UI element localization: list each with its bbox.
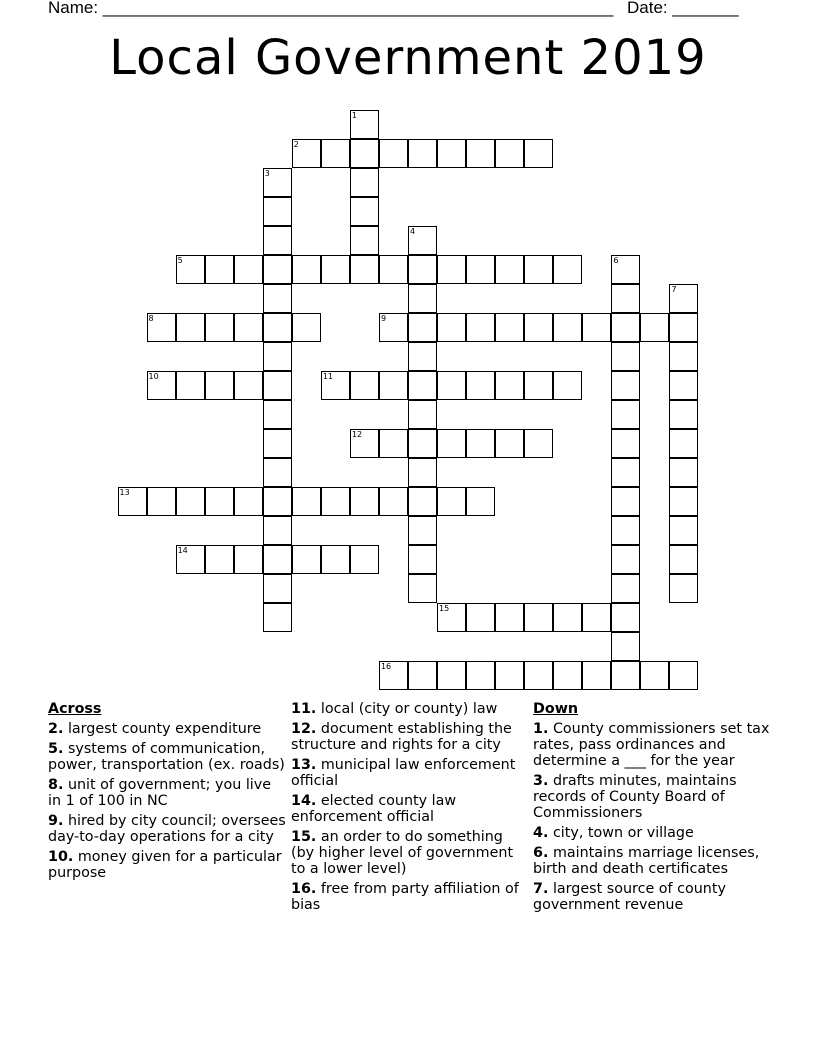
clue-text: largest source of county government revenue <box>533 881 726 913</box>
clue-number: 6. <box>533 845 549 861</box>
grid-cell[interactable] <box>350 139 379 168</box>
grid-cell[interactable] <box>611 255 640 284</box>
grid-cell[interactable] <box>321 371 350 400</box>
clue-number: 4 <box>410 226 416 236</box>
grid-cell[interactable] <box>263 197 292 226</box>
grid-cell[interactable] <box>495 661 524 690</box>
clue-number: 5. <box>48 741 64 757</box>
grid-cell[interactable] <box>669 516 698 545</box>
clue-text: largest county expenditure <box>67 721 262 737</box>
grid-cell[interactable] <box>408 545 437 574</box>
grid-cell[interactable] <box>437 255 466 284</box>
grid-cell[interactable] <box>437 429 466 458</box>
grid-cell[interactable] <box>524 313 553 342</box>
clue-number: 10. <box>48 849 74 865</box>
grid-cell[interactable] <box>321 255 350 284</box>
grid-cell[interactable] <box>292 139 321 168</box>
grid-cell[interactable] <box>582 603 611 632</box>
clue-item <box>291 721 529 753</box>
grid-cell[interactable] <box>263 400 292 429</box>
clue-text: County commissioners set tax rates, pass ordinances and determine a ___ for the year <box>533 721 770 769</box>
grid-cell[interactable] <box>263 545 292 574</box>
across-clues <box>48 701 288 885</box>
clue-item <box>533 825 773 841</box>
grid-cell[interactable] <box>147 313 176 342</box>
clue-item <box>48 813 288 845</box>
grid-cell[interactable] <box>553 603 582 632</box>
clue-item <box>48 777 288 809</box>
grid-cell[interactable] <box>669 313 698 342</box>
clue-number: 9 <box>380 313 387 323</box>
grid-cell[interactable] <box>408 284 437 313</box>
grid-cell[interactable] <box>263 458 292 487</box>
grid-cell[interactable] <box>495 371 524 400</box>
grid-cell[interactable] <box>263 313 292 342</box>
clue-number: 11. <box>291 701 317 717</box>
grid-cell[interactable] <box>524 429 553 458</box>
grid-cell[interactable] <box>263 342 292 371</box>
grid-cell[interactable] <box>205 487 234 516</box>
grid-cell[interactable] <box>611 313 640 342</box>
grid-cell[interactable] <box>669 400 698 429</box>
grid-cell[interactable] <box>669 371 698 400</box>
grid-cell[interactable] <box>466 661 495 690</box>
grid-cell[interactable] <box>408 226 437 255</box>
grid-cell[interactable] <box>437 313 466 342</box>
clue-item <box>533 845 773 877</box>
clue-number: 2 <box>293 139 299 149</box>
grid-cell[interactable] <box>263 284 292 313</box>
clue-text: city, town or village <box>552 825 694 841</box>
clue-item <box>291 881 529 913</box>
grid-cell[interactable] <box>263 255 292 284</box>
clue-number: 1 <box>351 110 357 120</box>
grid-cell[interactable] <box>611 400 640 429</box>
clue-text: maintains marriage licenses, birth and death certificates <box>533 845 760 877</box>
grid-cell[interactable] <box>292 255 321 284</box>
grid-cell[interactable] <box>234 545 263 574</box>
clue-number: 14. <box>291 793 317 809</box>
grid-cell[interactable] <box>263 371 292 400</box>
grid-cell[interactable] <box>147 371 176 400</box>
grid-cell[interactable] <box>466 487 495 516</box>
grid-cell[interactable] <box>205 371 234 400</box>
grid-cell[interactable] <box>640 661 669 690</box>
grid-cell[interactable] <box>408 661 437 690</box>
grid-cell[interactable] <box>669 342 698 371</box>
grid-cell[interactable] <box>495 313 524 342</box>
clue-item <box>291 701 529 717</box>
grid-cell[interactable] <box>611 284 640 313</box>
grid-cell[interactable] <box>321 545 350 574</box>
clue-text: municipal law enforcement official <box>291 757 516 789</box>
grid-cell[interactable] <box>495 255 524 284</box>
grid-cell[interactable] <box>263 168 292 197</box>
grid-cell[interactable] <box>292 487 321 516</box>
clue-item <box>48 849 288 881</box>
grid-cell[interactable] <box>466 313 495 342</box>
clue-number: 16. <box>291 881 317 897</box>
grid-cell[interactable] <box>669 284 698 313</box>
grid-cell[interactable] <box>379 429 408 458</box>
grid-cell[interactable] <box>437 487 466 516</box>
grid-cell[interactable] <box>350 110 379 139</box>
grid-cell[interactable] <box>176 545 205 574</box>
grid-cell[interactable] <box>524 255 553 284</box>
grid-cell[interactable] <box>495 603 524 632</box>
grid-cell[interactable] <box>669 458 698 487</box>
grid-cell[interactable] <box>147 487 176 516</box>
grid-cell[interactable] <box>524 661 553 690</box>
name-field-label[interactable]: Name: ______________________________________________________ <box>48 0 614 17</box>
grid-cell[interactable] <box>176 313 205 342</box>
grid-cell[interactable] <box>466 371 495 400</box>
grid-cell[interactable] <box>437 139 466 168</box>
grid-cell[interactable] <box>205 255 234 284</box>
grid-cell[interactable] <box>379 255 408 284</box>
grid-cell[interactable] <box>611 603 640 632</box>
clue-text: money given for a particular purpose <box>48 849 282 881</box>
grid-cell[interactable] <box>379 661 408 690</box>
grid-cell[interactable] <box>524 139 553 168</box>
grid-cell[interactable] <box>234 255 263 284</box>
grid-cell[interactable] <box>408 342 437 371</box>
clue-text: free from party affiliation of bias <box>291 881 519 913</box>
grid-cell[interactable] <box>611 574 640 603</box>
grid-cell[interactable] <box>408 313 437 342</box>
clue-text: local (city or county) law <box>320 701 498 717</box>
clue-number: 8 <box>148 313 154 323</box>
clue-item <box>48 741 288 773</box>
grid-cell[interactable] <box>263 574 292 603</box>
grid-cell[interactable] <box>640 313 669 342</box>
grid-cell[interactable] <box>495 139 524 168</box>
clue-number: 13. <box>291 757 317 773</box>
clue-item <box>533 773 773 821</box>
grid-cell[interactable] <box>611 342 640 371</box>
clue-item <box>291 829 529 877</box>
grid-cell[interactable] <box>611 371 640 400</box>
grid-cell[interactable] <box>553 661 582 690</box>
grid-cell[interactable] <box>350 545 379 574</box>
grid-cell[interactable] <box>466 255 495 284</box>
grid-cell[interactable] <box>408 255 437 284</box>
grid-cell[interactable] <box>408 371 437 400</box>
down-clues <box>533 701 773 917</box>
clue-number: 1. <box>533 721 549 737</box>
grid-cell[interactable] <box>176 371 205 400</box>
clue-text: unit of government; you live in 1 of 100 in NC <box>48 777 272 809</box>
grid-cell[interactable] <box>611 545 640 574</box>
clue-item <box>291 757 529 789</box>
grid-cell[interactable] <box>350 487 379 516</box>
grid-cell[interactable] <box>350 255 379 284</box>
grid-cell[interactable] <box>379 313 408 342</box>
clue-number: 12. <box>291 721 317 737</box>
clue-text: hired by city council; oversees day-to-day operations for a city <box>48 813 286 845</box>
clue-number: 4. <box>533 825 549 841</box>
grid-cell[interactable] <box>205 313 234 342</box>
clue-item <box>533 881 773 913</box>
grid-cell[interactable] <box>408 487 437 516</box>
clue-text: elected county law enforcement official <box>291 793 457 825</box>
grid-cell[interactable] <box>350 226 379 255</box>
grid-cell[interactable] <box>611 429 640 458</box>
clue-number: 12 <box>351 430 363 440</box>
grid-cell[interactable] <box>408 400 437 429</box>
grid-cell[interactable] <box>292 545 321 574</box>
clue-number: 3. <box>533 773 549 789</box>
grid-cell[interactable] <box>205 545 234 574</box>
grid-cell[interactable] <box>437 603 466 632</box>
grid-cell[interactable] <box>611 661 640 690</box>
grid-cell[interactable] <box>234 487 263 516</box>
page-title: Local Government 2019 <box>109 30 707 86</box>
clue-number: 14 <box>177 546 188 556</box>
clue-number: 6 <box>613 255 619 265</box>
grid-cell[interactable] <box>379 371 408 400</box>
grid-cell[interactable] <box>466 603 495 632</box>
grid-cell[interactable] <box>553 255 582 284</box>
clue-number: 16 <box>380 662 392 672</box>
grid-cell[interactable] <box>669 574 698 603</box>
clue-text: document establishing the structure and rights for a city <box>291 721 512 753</box>
clue-item <box>291 793 529 825</box>
grid-cell[interactable] <box>466 139 495 168</box>
grid-cell[interactable] <box>350 429 379 458</box>
clue-number: 11 <box>322 371 334 381</box>
grid-cell[interactable] <box>292 313 321 342</box>
grid-cell[interactable] <box>118 487 147 516</box>
grid-cell[interactable] <box>524 371 553 400</box>
clue-number: 7. <box>533 881 549 897</box>
grid-cell[interactable] <box>263 487 292 516</box>
grid-cell[interactable] <box>408 574 437 603</box>
grid-cell[interactable] <box>379 487 408 516</box>
clue-number: 7 <box>671 284 677 294</box>
clue-text: drafts minutes, maintains records of County Board of Commissioners <box>533 773 737 821</box>
clue-text: an order to do something (by higher level of government to a lower level) <box>291 829 514 877</box>
grid-cell[interactable] <box>408 429 437 458</box>
grid-cell[interactable] <box>582 313 611 342</box>
grid-cell[interactable] <box>611 487 640 516</box>
clue-number: 10 <box>148 371 159 381</box>
grid-cell[interactable] <box>495 429 524 458</box>
clue-number: 15. <box>291 829 317 845</box>
grid-cell[interactable] <box>408 458 437 487</box>
grid-cell[interactable] <box>408 139 437 168</box>
grid-cell[interactable] <box>669 487 698 516</box>
grid-cell[interactable] <box>611 458 640 487</box>
grid-cell[interactable] <box>611 516 640 545</box>
clue-text: systems of communication, power, transportation (ex. roads) <box>48 741 285 773</box>
grid-cell[interactable] <box>524 603 553 632</box>
grid-cell[interactable] <box>263 603 292 632</box>
clue-number: 15 <box>439 604 450 614</box>
grid-cell[interactable] <box>321 487 350 516</box>
grid-cell[interactable] <box>437 661 466 690</box>
grid-cell[interactable] <box>263 516 292 545</box>
grid-cell[interactable] <box>611 632 640 661</box>
down-heading: Down <box>533 701 579 717</box>
grid-cell[interactable] <box>176 255 205 284</box>
date-field-label[interactable]: Date: _______ <box>627 0 739 17</box>
grid-cell[interactable] <box>350 371 379 400</box>
grid-cell[interactable] <box>379 139 408 168</box>
clue-number: 5 <box>177 255 183 265</box>
grid-cell[interactable] <box>437 371 466 400</box>
grid-cell[interactable] <box>321 139 350 168</box>
grid-cell[interactable] <box>669 545 698 574</box>
clue-item <box>533 721 773 769</box>
grid-cell[interactable] <box>466 429 495 458</box>
grid-cell[interactable] <box>669 429 698 458</box>
clue-number: 9. <box>48 813 64 829</box>
grid-cell[interactable] <box>408 516 437 545</box>
grid-cell[interactable] <box>263 429 292 458</box>
grid-cell[interactable] <box>234 371 263 400</box>
grid-cell[interactable] <box>582 661 611 690</box>
grid-cell[interactable] <box>350 197 379 226</box>
clue-number: 13 <box>119 488 130 498</box>
grid-cell[interactable] <box>263 226 292 255</box>
clue-number: 3 <box>264 168 270 178</box>
clue-item <box>48 721 288 737</box>
across-heading: Across <box>48 701 102 717</box>
grid-cell[interactable] <box>350 168 379 197</box>
grid-cell[interactable] <box>553 313 582 342</box>
grid-cell[interactable] <box>176 487 205 516</box>
clue-number: 2. <box>48 721 64 737</box>
grid-cell[interactable] <box>234 313 263 342</box>
grid-cell[interactable] <box>553 371 582 400</box>
clue-number: 8. <box>48 777 64 793</box>
grid-cell[interactable] <box>669 661 698 690</box>
across-clues-continued <box>291 701 529 917</box>
